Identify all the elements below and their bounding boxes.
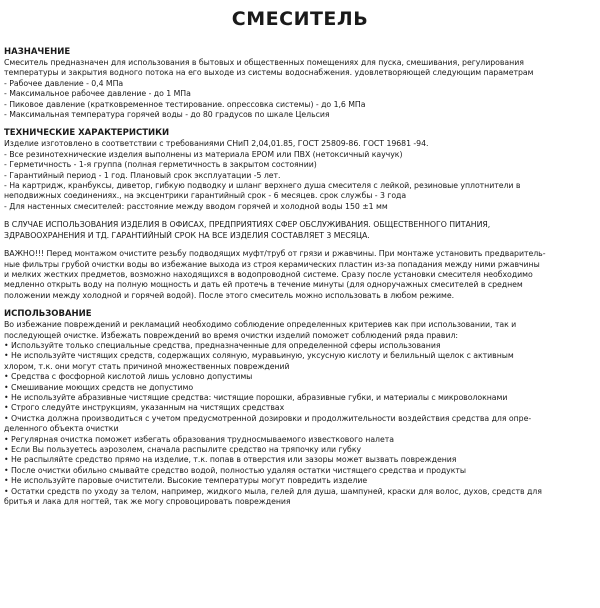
- usage-text-line: последующей очистке. Избежать повреждений во время очистки изделий поможет соблюдений ряда правил:: [4, 330, 458, 340]
- usage-heading: ИСПОЛЬЗОВАНИЕ: [4, 309, 92, 320]
- purpose-text-line: - Рабочее давление - 0,4 МПа: [4, 78, 124, 88]
- important-body: [4, 249, 596, 301]
- important-text-line: положении между холодной и горячей водой). После этого смеситель можно использовать в любом режиме.: [4, 290, 455, 300]
- important-text-line: медленно открыть воду на полную мощность и дать ей протечь в течение минуты (для одноручажных смесителей в среднем: [4, 280, 523, 290]
- important-text-line: ные фильтры грубой очистки воды во избежание выхода из строя керамических пластин из-за попадания между ними ржавчины: [4, 259, 540, 269]
- purpose-text-line: - Максимальное рабочее давление - до 1 МПа: [4, 89, 191, 99]
- specs-text-line: - На картридж, кранбуксы, диветор, гибкую подводку и шланг верхнего душа смесителя с лейкой, резиновые уплотнители в: [4, 181, 521, 191]
- important-text-line: и мелких жестких предметов, возможно находящихся в водопроводной системе. Сразу после установки смесителя необходимо: [4, 269, 533, 279]
- specs-text-line: неподвижных соединениях., на эксцентрики гарантийный срок - 6 месяцев. срок службы - 3 года: [4, 191, 407, 201]
- usage-text-line: • Регулярная очистка поможет избегать образования труднoсмываемого известкового налета: [4, 434, 394, 444]
- usage-text-line: • Средства с фосфорной кислотой лишь условно допустимы: [4, 372, 253, 382]
- purpose-section: [4, 47, 596, 120]
- specs-text-line: - Герметичность - 1-я группа (полная герметичность в закрытом состоянии): [4, 160, 317, 170]
- document-page: [0, 8, 600, 608]
- usage-text-line: • Смешивание моющих средств не допустимо: [4, 382, 194, 392]
- usage-text-line: • Используйте только специальные средства, предназначенные для определенной сферы использования: [4, 340, 441, 350]
- usage-text-line: • Не используйте паровые очистители. Высокие температуры могут повредить изделие: [4, 476, 368, 486]
- usage-text-line: Во избежание повреждений и рекламаций необходимо соблюдение определенных критериев как при использовании, так и: [4, 320, 517, 330]
- usage-text-line: • После очистки обильно смывайте средство водой, полностью удаляя остатки чистящего средства и продукты: [4, 465, 466, 475]
- purpose-text-line: - Пиковое давление (кратковременное тестирование. опрессовка системы) - до 1,6 МПа: [4, 99, 366, 109]
- usage-text-line: • Строго следуйте инструкциям, указанным на чистящих средствах: [4, 403, 285, 413]
- usage-text-line: • Очистка должна производиться с учетом предусмотренной дозировки и продолжительности воздействия средства для опре-: [4, 413, 532, 423]
- important-text-line: ВАЖНО!!! Перед монтажом очистите резьбу подводящих муфт/труб от грязи и ржавчины. При монтаже установить предваритель-: [4, 249, 546, 259]
- usage-section: [4, 309, 596, 507]
- specs-text-line: Изделие изготовлено в соответствии с требованиями СНиП 2,04,01.85, ГОСТ 25809-86. ГОСТ 19681 -94.: [4, 139, 429, 149]
- usage-text-line: • Не используйте чистящих средств, содержащих соляную, муравьиную, уксусную кислоту и белильный щелок с активным: [4, 351, 514, 361]
- usage-text-line: бритья и лака для ногтей, так же могу спровоцировать повреждения: [4, 497, 291, 507]
- specs-body: [4, 139, 596, 212]
- specs-text-line: - Все резинотехнические изделия выполнены из материала EPOM или ПВХ (нетоксичный каучук): [4, 149, 403, 159]
- usage-text-line: хлором, т.к. они могут стать причиной множественных повреждений: [4, 361, 290, 371]
- purpose-body: [4, 58, 596, 120]
- warranty-notice-line: В СЛУЧАЕ ИСПОЛЬЗОВАНИЯ ИЗДЕЛИЯ В ОФИСАХ, ПРЕДПРИЯТИЯХ СФЕР ОБСЛУЖИВАНИЯ. ОБЩЕСТВЕННОГО ПИТАНИЯ,: [4, 220, 491, 230]
- usage-text-line: • Не используйте абразивные чистящие средства: чистящие порошки, абразивные губки, и материалы с микроволокнами: [4, 392, 508, 402]
- warranty-notice-section: [4, 220, 596, 241]
- warranty-notice-body: [4, 220, 596, 241]
- specs-text-line: - Для настенных смесителей: расстояние между вводом горячей и холодной воды 150 ±1 мм: [4, 201, 388, 211]
- usage-text-line: • Не распыляйте средство прямо на изделие, т.к. попав в отверстия или зазоры может вызвать повреждения: [4, 455, 457, 465]
- specs-text-line: - Гарантийный период - 1 год. Плановый срок эксплуатации -5 лет.: [4, 170, 281, 180]
- usage-text-line: деленного объекта очистки: [4, 424, 119, 434]
- usage-text-line: • Остатки средств по уходу за телом, например, жидкого мыла, гелей для душа, шампуней, краски для волос, духов, средств для: [4, 486, 542, 496]
- usage-text-line: • Если Вы пользуетесь аэрозолем, сначала распылите средство на тряпочку или губку: [4, 445, 362, 454]
- specs-heading: ТЕХНИЧЕСКИЕ ХАРАКТЕРИСТИКИ: [4, 128, 170, 139]
- important-section: [4, 249, 596, 301]
- purpose-heading: НАЗНАЧЕНИЕ: [4, 47, 71, 57]
- specs-section: [4, 128, 596, 212]
- warranty-notice-line: ЗДРАВООХРАНЕНИЯ И ТД. ГАРАНТИЙНЫЙ СРОК НА ВСЕ ИЗДЕЛИЯ СОСТАВЛЯЕТ 3 МЕСЯЦА.: [4, 230, 370, 240]
- purpose-text-line: - Максимальная температура горячей воды - до 80 градусов по шкале Цельсия: [4, 110, 330, 120]
- purpose-text-line: температуры и закрытия водного потока на его выходе из системы водоснабжения. удовлетворяющей следующим параметрам: [4, 68, 534, 78]
- document-title: СМЕСИТЕЛЬ: [231, 8, 369, 30]
- usage-body: [4, 320, 596, 507]
- purpose-text-line: Смеситель предназначен для использования в бытовых и общественных помещениях для пуска, смешивания, регулирования: [4, 58, 524, 67]
